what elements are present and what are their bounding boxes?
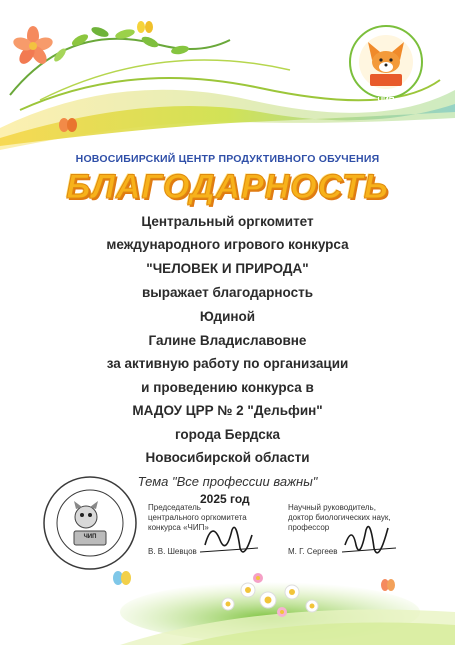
right-signer-title bbox=[288, 503, 391, 533]
year-label: 2025 год bbox=[200, 492, 250, 506]
right-signer-name: М. Г. Сергеев bbox=[288, 547, 338, 556]
body-line: международного игрового конкурса bbox=[106, 237, 349, 252]
left-signer-title bbox=[148, 503, 247, 533]
body-line: выражает благодарность bbox=[141, 285, 314, 300]
signer-title-line: Научный руководитель, bbox=[288, 503, 376, 512]
recipient-surname: Юдиной bbox=[199, 309, 256, 324]
signer-title-line: профессор bbox=[288, 523, 330, 532]
butterfly-icon bbox=[137, 21, 153, 33]
body-line: за активную работу по организации bbox=[106, 356, 349, 371]
city-name: города Бердска bbox=[174, 427, 281, 442]
page-title: БЛАГОДАРНОСТЬ bbox=[66, 168, 389, 206]
topic-line: Тема "Все профессии важны" bbox=[137, 474, 318, 489]
region-name: Новосибирской области bbox=[145, 450, 310, 465]
signer-title-line: конкурса «ЧИП» bbox=[148, 523, 209, 532]
institution-name: МАДОУ ЦРР № 2 "Дельфин" bbox=[132, 403, 323, 418]
contest-logo-mark: ЧИП bbox=[377, 96, 395, 105]
signer-title-line: доктор биологических наук, bbox=[288, 513, 391, 522]
signer-title-line: центрального оргкомитета bbox=[148, 513, 247, 522]
butterfly-icon bbox=[113, 571, 131, 585]
organization-name: НОВОСИБИРСКИЙ ЦЕНТР ПРОДУКТИВНОГО ОБУЧЕНИЯ bbox=[75, 153, 380, 165]
recipient-name: Галине Владиславовне bbox=[148, 333, 307, 348]
body-line: и проведению конкурса в bbox=[141, 380, 314, 395]
butterfly-icon bbox=[381, 579, 395, 591]
body-line: Центральный оргкомитет bbox=[141, 214, 314, 229]
contest-logo bbox=[350, 26, 422, 98]
left-signer-name: В. В. Шевцов bbox=[148, 547, 197, 556]
stamp-mark: ЧИП bbox=[83, 534, 97, 540]
signer-title-line: Председатель bbox=[148, 503, 201, 512]
contest-name: "ЧЕЛОВЕК И ПРИРОДА" bbox=[146, 261, 309, 276]
organization-stamp bbox=[44, 477, 136, 569]
